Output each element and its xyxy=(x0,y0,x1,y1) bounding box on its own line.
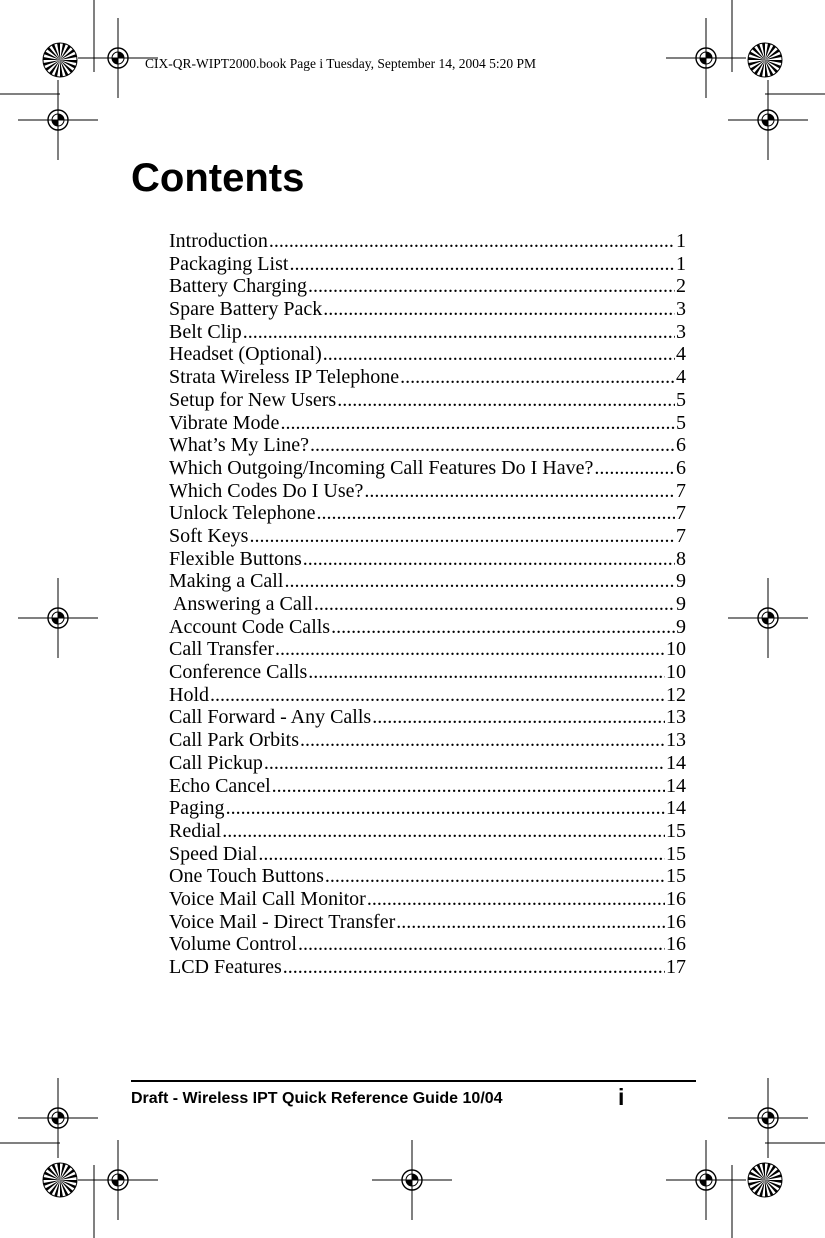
dot-leader xyxy=(323,343,675,366)
crosshair-registration-icon xyxy=(728,80,808,160)
toc-entry[interactable] xyxy=(169,298,686,321)
toc-entry[interactable] xyxy=(169,684,686,707)
toc-entry-title: Call Transfer xyxy=(169,638,274,661)
toc-entry-title: Introduction xyxy=(169,230,268,252)
dot-leader xyxy=(594,457,675,480)
toc-entry-page: 9 xyxy=(676,570,686,593)
toc-entry-title: Belt Clip xyxy=(169,320,242,343)
toc-entry[interactable] xyxy=(169,366,686,389)
toc-entry[interactable] xyxy=(169,865,686,888)
toc-entry-page: 5 xyxy=(676,411,686,434)
toc-entry[interactable] xyxy=(169,548,686,571)
toc-entry-title: Unlock Telephone xyxy=(169,502,316,525)
toc-entry-title: Voice Mail Call Monitor xyxy=(169,887,366,910)
toc-entry-page: 14 xyxy=(666,751,686,774)
dot-leader xyxy=(303,548,675,571)
toc-entry[interactable] xyxy=(169,253,686,276)
dot-leader xyxy=(300,729,665,752)
toc-entry-page: 3 xyxy=(676,320,686,343)
dot-leader xyxy=(275,638,665,661)
sunburst-registration-icon xyxy=(748,1163,782,1197)
toc-entry-page: 16 xyxy=(666,887,686,910)
toc-entry-page: 9 xyxy=(676,593,686,615)
toc-entry[interactable] xyxy=(169,820,686,843)
dot-leader xyxy=(269,230,675,253)
toc-entry[interactable] xyxy=(169,775,686,798)
toc-entry[interactable] xyxy=(169,638,686,661)
crosshair-registration-icon xyxy=(666,1140,746,1220)
toc-entry-page: 9 xyxy=(676,615,686,638)
toc-entry-title: Packaging List xyxy=(169,252,289,275)
dot-leader xyxy=(272,775,665,798)
toc-entry-title: Making a Call xyxy=(169,570,284,593)
toc-entry[interactable] xyxy=(169,661,686,684)
toc-entry-page: 6 xyxy=(676,456,686,479)
crosshair-registration-icon xyxy=(18,1078,98,1158)
toc-entry-page: 16 xyxy=(666,910,686,933)
dot-leader xyxy=(400,366,675,389)
toc-entry-page: 13 xyxy=(666,729,686,752)
toc-entry-page: 6 xyxy=(676,434,686,457)
toc-entry[interactable] xyxy=(169,412,686,435)
toc-entry[interactable] xyxy=(169,434,686,457)
dot-leader xyxy=(367,888,665,911)
toc-entry-page: 14 xyxy=(666,774,686,797)
toc-entry-title: Strata Wireless IP Telephone xyxy=(169,366,400,389)
crosshair-registration-icon xyxy=(78,1140,158,1220)
toc-entry[interactable] xyxy=(169,570,686,593)
table-of-contents xyxy=(169,230,686,979)
dot-leader xyxy=(280,412,675,435)
toc-entry[interactable] xyxy=(169,616,686,639)
dot-leader xyxy=(331,616,675,639)
crosshair-registration-icon xyxy=(18,80,98,160)
dot-leader xyxy=(298,933,665,956)
crosshair-registration-icon xyxy=(728,1078,808,1158)
toc-entry-page: 17 xyxy=(666,956,686,978)
toc-entry-title: Soft Keys xyxy=(169,524,249,547)
dot-leader xyxy=(222,820,665,843)
toc-entry-page: 1 xyxy=(676,252,686,275)
crosshair-registration-icon xyxy=(728,578,808,658)
toc-entry[interactable] xyxy=(169,480,686,503)
sunburst-registration-icon xyxy=(43,43,77,77)
toc-entry[interactable] xyxy=(169,502,686,525)
toc-entry[interactable] xyxy=(169,956,686,979)
toc-entry[interactable] xyxy=(169,843,686,866)
toc-entry[interactable] xyxy=(169,933,686,956)
toc-entry-title: Redial xyxy=(169,819,222,842)
dot-leader xyxy=(264,752,665,775)
toc-entry-page: 1 xyxy=(676,230,686,252)
dot-leader xyxy=(210,684,665,707)
dot-leader xyxy=(314,593,675,616)
toc-entry-page: 15 xyxy=(666,865,686,888)
page-title: Contents xyxy=(131,156,305,200)
toc-entry-title: Flexible Buttons xyxy=(169,547,302,570)
toc-entry[interactable] xyxy=(169,321,686,344)
toc-entry[interactable] xyxy=(169,797,686,820)
toc-entry[interactable] xyxy=(169,888,686,911)
sunburst-registration-icon xyxy=(748,43,782,77)
toc-entry-title: Vibrate Mode xyxy=(169,411,280,434)
dot-leader xyxy=(308,275,675,298)
dot-leader xyxy=(226,797,665,820)
print-slug: CIX-QR-WIPT2000.book Page i Tuesday, September 14, 2004 5:20 PM xyxy=(145,56,536,71)
toc-entry-title: Call Park Orbits xyxy=(169,729,299,752)
crosshair-registration-icon xyxy=(372,1140,452,1220)
toc-entry-page: 10 xyxy=(666,661,686,684)
toc-entry[interactable] xyxy=(169,752,686,775)
toc-entry[interactable] xyxy=(169,525,686,548)
sunburst-registration-icon xyxy=(43,1163,77,1197)
toc-entry-page: 7 xyxy=(676,502,686,525)
toc-entry[interactable] xyxy=(169,457,686,480)
toc-entry-page: 7 xyxy=(676,524,686,547)
dot-leader xyxy=(337,389,675,412)
dot-leader xyxy=(249,525,675,548)
dot-leader xyxy=(372,706,665,729)
toc-entry-title: Voice Mail - Direct Transfer xyxy=(169,910,396,933)
toc-entry-page: 14 xyxy=(666,797,686,820)
toc-entry-title: Answering a Call xyxy=(169,593,313,615)
dot-leader xyxy=(258,843,665,866)
dot-leader xyxy=(323,298,675,321)
dot-leader xyxy=(396,911,665,934)
toc-entry-page: 3 xyxy=(676,298,686,321)
toc-entry[interactable] xyxy=(169,706,686,729)
toc-entry-title: Setup for New Users xyxy=(169,388,337,411)
toc-entry[interactable] xyxy=(169,593,686,616)
toc-entry-title: Which Outgoing/Incoming Call Features Do I Have? xyxy=(169,456,594,479)
toc-entry-title: Which Codes Do I Use? xyxy=(169,479,364,502)
toc-entry-title: Volume Control xyxy=(169,933,297,956)
crosshair-registration-icon xyxy=(18,578,98,658)
dot-leader xyxy=(308,661,665,684)
dot-leader xyxy=(317,502,675,525)
toc-entry-page: 15 xyxy=(666,819,686,842)
crosshair-registration-icon xyxy=(666,18,746,98)
toc-entry-page: 10 xyxy=(666,638,686,661)
toc-entry-title: Spare Battery Pack xyxy=(169,298,323,321)
toc-entry-page: 15 xyxy=(666,842,686,865)
toc-entry-page: 4 xyxy=(676,366,686,389)
toc-entry-title: Hold xyxy=(169,683,209,706)
toc-entry[interactable] xyxy=(169,275,686,298)
toc-entry-title: LCD Features xyxy=(169,956,282,978)
toc-entry[interactable] xyxy=(169,343,686,366)
toc-entry-title: What’s My Line? xyxy=(169,434,309,457)
toc-entry-title: Echo Cancel xyxy=(169,774,271,797)
toc-entry-page: 4 xyxy=(676,343,686,366)
dot-leader xyxy=(289,253,675,276)
toc-entry-page: 12 xyxy=(666,683,686,706)
dot-leader xyxy=(283,956,665,979)
toc-entry-page: 5 xyxy=(676,388,686,411)
toc-entry-page: 16 xyxy=(666,933,686,956)
toc-entry-title: Headset (Optional) xyxy=(169,343,322,366)
toc-entry-title: One Touch Buttons xyxy=(169,865,324,888)
footer-text: Draft - Wireless IPT Quick Reference Guide 10/04 xyxy=(131,1090,503,1107)
toc-entry[interactable] xyxy=(169,729,686,752)
toc-entry[interactable] xyxy=(169,389,686,412)
dot-leader xyxy=(364,480,675,503)
toc-entry-title: Call Pickup xyxy=(169,751,263,774)
dot-leader xyxy=(284,570,675,593)
toc-entry-title: Call Forward - Any Calls xyxy=(169,706,372,729)
toc-entry-title: Paging xyxy=(169,797,225,820)
toc-entry-page: 13 xyxy=(666,706,686,729)
toc-entry-page: 8 xyxy=(676,547,686,570)
dot-leader xyxy=(243,321,675,344)
toc-entry-title: Speed Dial xyxy=(169,842,258,865)
toc-entry-page: 2 xyxy=(676,275,686,298)
dot-leader xyxy=(325,865,665,888)
dot-leader xyxy=(310,434,675,457)
toc-entry-page: 7 xyxy=(676,479,686,502)
toc-entry-title: Conference Calls xyxy=(169,661,308,684)
toc-entry[interactable] xyxy=(169,911,686,934)
toc-entry-title: Account Code Calls xyxy=(169,615,331,638)
toc-entry-title: Battery Charging xyxy=(169,275,307,298)
page-number: i xyxy=(618,1084,625,1110)
toc-entry[interactable] xyxy=(169,230,686,253)
footer-rule xyxy=(131,1080,696,1082)
